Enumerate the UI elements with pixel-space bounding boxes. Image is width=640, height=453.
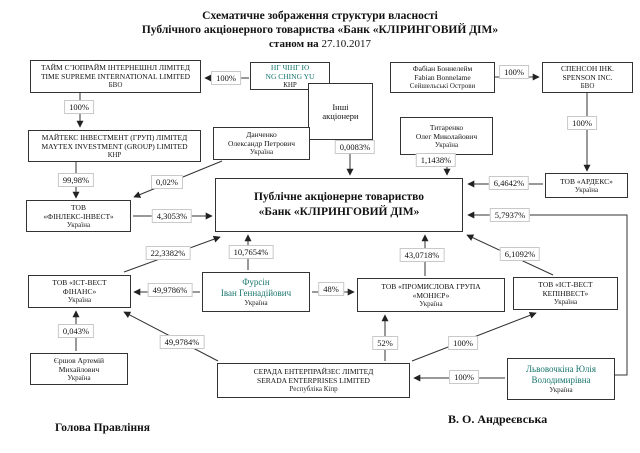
company-country: Республіка Кіпр <box>289 385 338 394</box>
company-country: Україна <box>574 185 599 194</box>
person-country: Україна <box>249 148 274 157</box>
title-line-3 <box>0 37 640 51</box>
company-country: Україна <box>553 298 578 307</box>
share-label-fursin-finans: 49,9786% <box>148 283 193 297</box>
share-label-serada-promyslova: 52% <box>372 336 398 350</box>
company-country: Україна <box>66 220 91 229</box>
share-label-tytarenko-bank: 1,1438% <box>416 153 456 167</box>
share-label-spenson-ardeks: 100% <box>567 116 597 130</box>
share-label-finleks-bank: 4,3053% <box>152 209 192 223</box>
node-bank-clearing-house <box>215 178 463 232</box>
node-time-supreme <box>30 60 201 93</box>
person-name-uk: Фабіан Боннелейм <box>412 64 473 74</box>
share-label-lvovochkina-serada: 100% <box>449 370 479 384</box>
share-label-serada-kepinvest: 100% <box>448 336 478 350</box>
node-lvovochkina <box>507 358 615 400</box>
company-name-en: TIME SUPREME INTERNATIONAL LIMITED <box>40 72 191 82</box>
person-country: Україна <box>434 140 459 149</box>
title-asof-date: 27.10.2017 <box>321 38 371 50</box>
bank-name-line2: «Банк «КЛІРИНГОВИЙ ДІМ» <box>258 206 420 218</box>
node-fursin <box>202 272 310 312</box>
company-name-uk: СЕРАДА ЕНТЕРПРАЙЗЕС ЛІМІТЕД <box>253 367 374 377</box>
person-name-en: Fabian Bonnelame <box>414 73 471 83</box>
signature-title-chair: Голова Правління <box>55 422 150 434</box>
node-fabian-bonnelame <box>390 62 495 93</box>
company-name-en: MAYTEX INVESTMENT (GROUP) LIMITED <box>41 141 188 151</box>
share-label-fursin-promyslova: 48% <box>318 282 344 296</box>
person-given-names: Олег Миколайович <box>415 131 478 141</box>
company-name-line2: ФІНАНС» <box>62 287 97 297</box>
other-shareholders-line1: Інші <box>332 101 349 112</box>
bank-name-line1: Публічне акціонерне товариство <box>253 191 424 203</box>
company-name-line2: «ФІНЛЕКС-ІНВЕСТ» <box>43 211 114 221</box>
share-label-promyslova-bank: 43,0718% <box>400 248 445 262</box>
person-surname: Львовочкіна Юлія <box>525 363 597 374</box>
share-label-danchenko-finleks: 0,02% <box>151 175 183 189</box>
person-country: Україна <box>549 385 573 394</box>
company-name-line2: КЕПІНВЕСТ» <box>542 289 589 299</box>
share-label-inshi-bank: 0,0083% <box>335 140 375 154</box>
share-label-time-maytex: 100% <box>64 100 94 114</box>
person-surname: Єршов Артемій <box>53 355 105 365</box>
share-label-kepinvest-bank: 6,1092% <box>500 247 540 261</box>
share-label-maytex-finleks: 99,98% <box>58 173 94 187</box>
share-label-finans-bank: 22,3382% <box>146 246 191 260</box>
share-label-serada-finans: 49,9784% <box>160 335 205 349</box>
person-surname: Данченко <box>246 130 277 140</box>
person-given-names: Володимирівна <box>531 374 591 385</box>
node-ist-vest-kepinvest <box>513 277 618 310</box>
share-label-yershov-finans: 0,043% <box>58 324 94 338</box>
company-name-en: SPENSON INC. <box>562 73 613 83</box>
node-yershov <box>30 353 128 385</box>
company-name-en: SERADA ENTERPRISES LIMITED <box>257 376 370 386</box>
other-shareholders-line2: акціонери <box>322 110 359 121</box>
company-name-uk: СПЕНСОН ІНК. <box>561 64 614 74</box>
diagram-title <box>0 9 640 51</box>
title-asof-label: станом на <box>269 38 319 50</box>
company-country: Україна <box>67 296 92 305</box>
title-line-1: Схематичне зображення структури власності <box>202 10 438 22</box>
company-name-line1: ТОВ «ІСТ-ВЕСТ <box>538 280 593 290</box>
company-name-line1: ТОВ <box>71 202 86 212</box>
signature-name: В. О. Андреєвська <box>448 412 548 426</box>
share-label-ng-time: 100% <box>211 71 241 85</box>
person-country: Україна <box>244 298 268 307</box>
node-danchenko <box>213 127 310 160</box>
company-country: Україна <box>419 299 443 308</box>
node-other-shareholders <box>308 83 373 140</box>
person-surname: Титаренко <box>429 122 464 132</box>
company-name-line1: ТОВ «ПРОМИСЛОВА ГРУПА <box>381 281 481 291</box>
node-tytarenko <box>400 117 493 155</box>
node-finleks-invest <box>26 200 131 232</box>
person-name-uk: НГ ЧІНГ Ю <box>270 62 310 72</box>
title-line-2: Публічного акціонерного товариства «Банк «КЛІРИНГОВИЙ ДІМ» <box>141 24 499 36</box>
company-country: БВО <box>108 81 123 90</box>
node-spenson-inc <box>542 62 633 93</box>
node-promyslova-grupa-monier <box>357 278 505 312</box>
share-label-lvovochkina-bank: 5,7937% <box>490 208 530 222</box>
company-country: КНР <box>107 150 122 159</box>
company-name-uk: ТАЙМ С’ЮПРАЙМ ІНТЕРНЕШНЛ ЛІМІТЕД <box>40 63 190 73</box>
company-country: БВО <box>580 82 595 91</box>
node-ardeks <box>545 173 628 198</box>
node-maytex <box>28 130 201 162</box>
node-ist-vest-finans <box>28 275 131 308</box>
company-name-line1: ТОВ «ІСТ-ВЕСТ <box>52 278 107 288</box>
person-given-names: Олександр Петрович <box>227 139 296 149</box>
person-given-names: Іван Геннадійович <box>220 287 292 298</box>
person-country: Сейшельські Острови <box>409 82 476 91</box>
person-country: Україна <box>67 373 91 382</box>
share-label-ardeks-bank: 6,4642% <box>489 176 529 190</box>
person-country: КНР <box>283 80 297 89</box>
company-name-uk: ТОВ «АРДЕКС» <box>560 176 613 186</box>
node-serada-enterprises <box>217 363 410 398</box>
share-label-fursin-bank: 10,7654% <box>229 245 274 259</box>
person-given-names: Михайлович <box>58 364 100 374</box>
person-surname: Фурсін <box>242 276 270 287</box>
company-name-uk: МАЙТЕКС ІНВЕСТМЕНТ (ГРУП) ЛІМІТЕД <box>41 132 188 142</box>
company-name-line2: «МОНІЄР» <box>412 290 450 300</box>
person-name-en: NG CHING YU <box>265 71 315 81</box>
share-label-fabian-spenson: 100% <box>499 65 529 79</box>
